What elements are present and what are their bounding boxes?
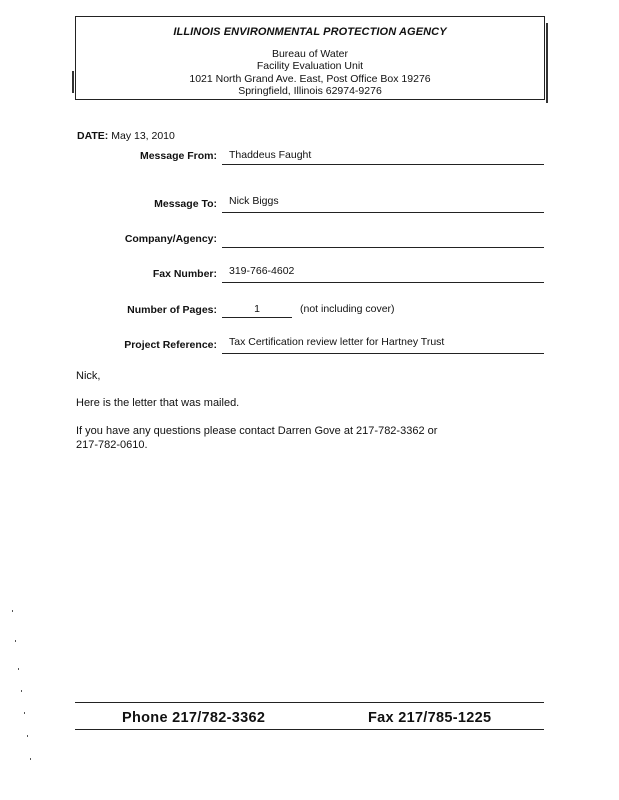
project-rule — [222, 353, 544, 354]
footer-rule-top — [75, 702, 544, 703]
project-value: Tax Certification review letter for Hartney Trust — [229, 336, 445, 348]
city-line: Springfield, Illinois 62974-9276 — [238, 85, 382, 97]
project-label: Project Reference: — [124, 339, 217, 351]
to-label: Message To: — [154, 198, 217, 210]
to-value: Nick Biggs — [229, 195, 279, 207]
from-rule — [222, 164, 544, 165]
pages-label: Number of Pages: — [127, 304, 217, 316]
letterhead-box — [75, 16, 545, 100]
greeting: Nick, — [76, 370, 101, 382]
fax-rule — [222, 282, 544, 283]
company-rule — [222, 247, 544, 248]
agency-name: ILLINOIS ENVIRONMENTAL PROTECTION AGENCY — [173, 26, 447, 38]
box-edge-mark — [72, 71, 74, 93]
date-value: May 13, 2010 — [111, 130, 175, 142]
fax-label: Fax Number: — [152, 268, 217, 280]
footer-phone: Phone 217/782-3362 — [122, 710, 266, 726]
bureau-line: Bureau of Water — [271, 48, 349, 60]
date-row — [77, 130, 175, 142]
from-value: Thaddeus Faught — [229, 149, 312, 161]
date-label: DATE: — [77, 130, 109, 142]
to-rule — [222, 212, 544, 213]
pages-rule — [222, 317, 292, 318]
body-line-2: If you have any questions please contact Darren Gove at 217-782-3362 or — [76, 425, 438, 437]
pages-note: (not including cover) — [300, 303, 395, 315]
body-line-3: 217-782-0610. — [76, 439, 148, 451]
footer-rule-bottom — [75, 729, 544, 730]
fax-value: 319-766-4602 — [229, 265, 295, 277]
footer-fax: Fax 217/785-1225 — [368, 710, 492, 726]
box-edge-mark — [546, 23, 548, 103]
address-line: 1021 North Grand Ave. East, Post Office Box 19276 — [189, 73, 431, 85]
company-label: Company/Agency: — [124, 233, 217, 245]
pages-value: 1 — [254, 303, 260, 315]
body-line-1: Here is the letter that was mailed. — [76, 397, 240, 409]
unit-line: Facility Evaluation Unit — [256, 60, 364, 72]
from-label: Message From: — [139, 150, 217, 162]
